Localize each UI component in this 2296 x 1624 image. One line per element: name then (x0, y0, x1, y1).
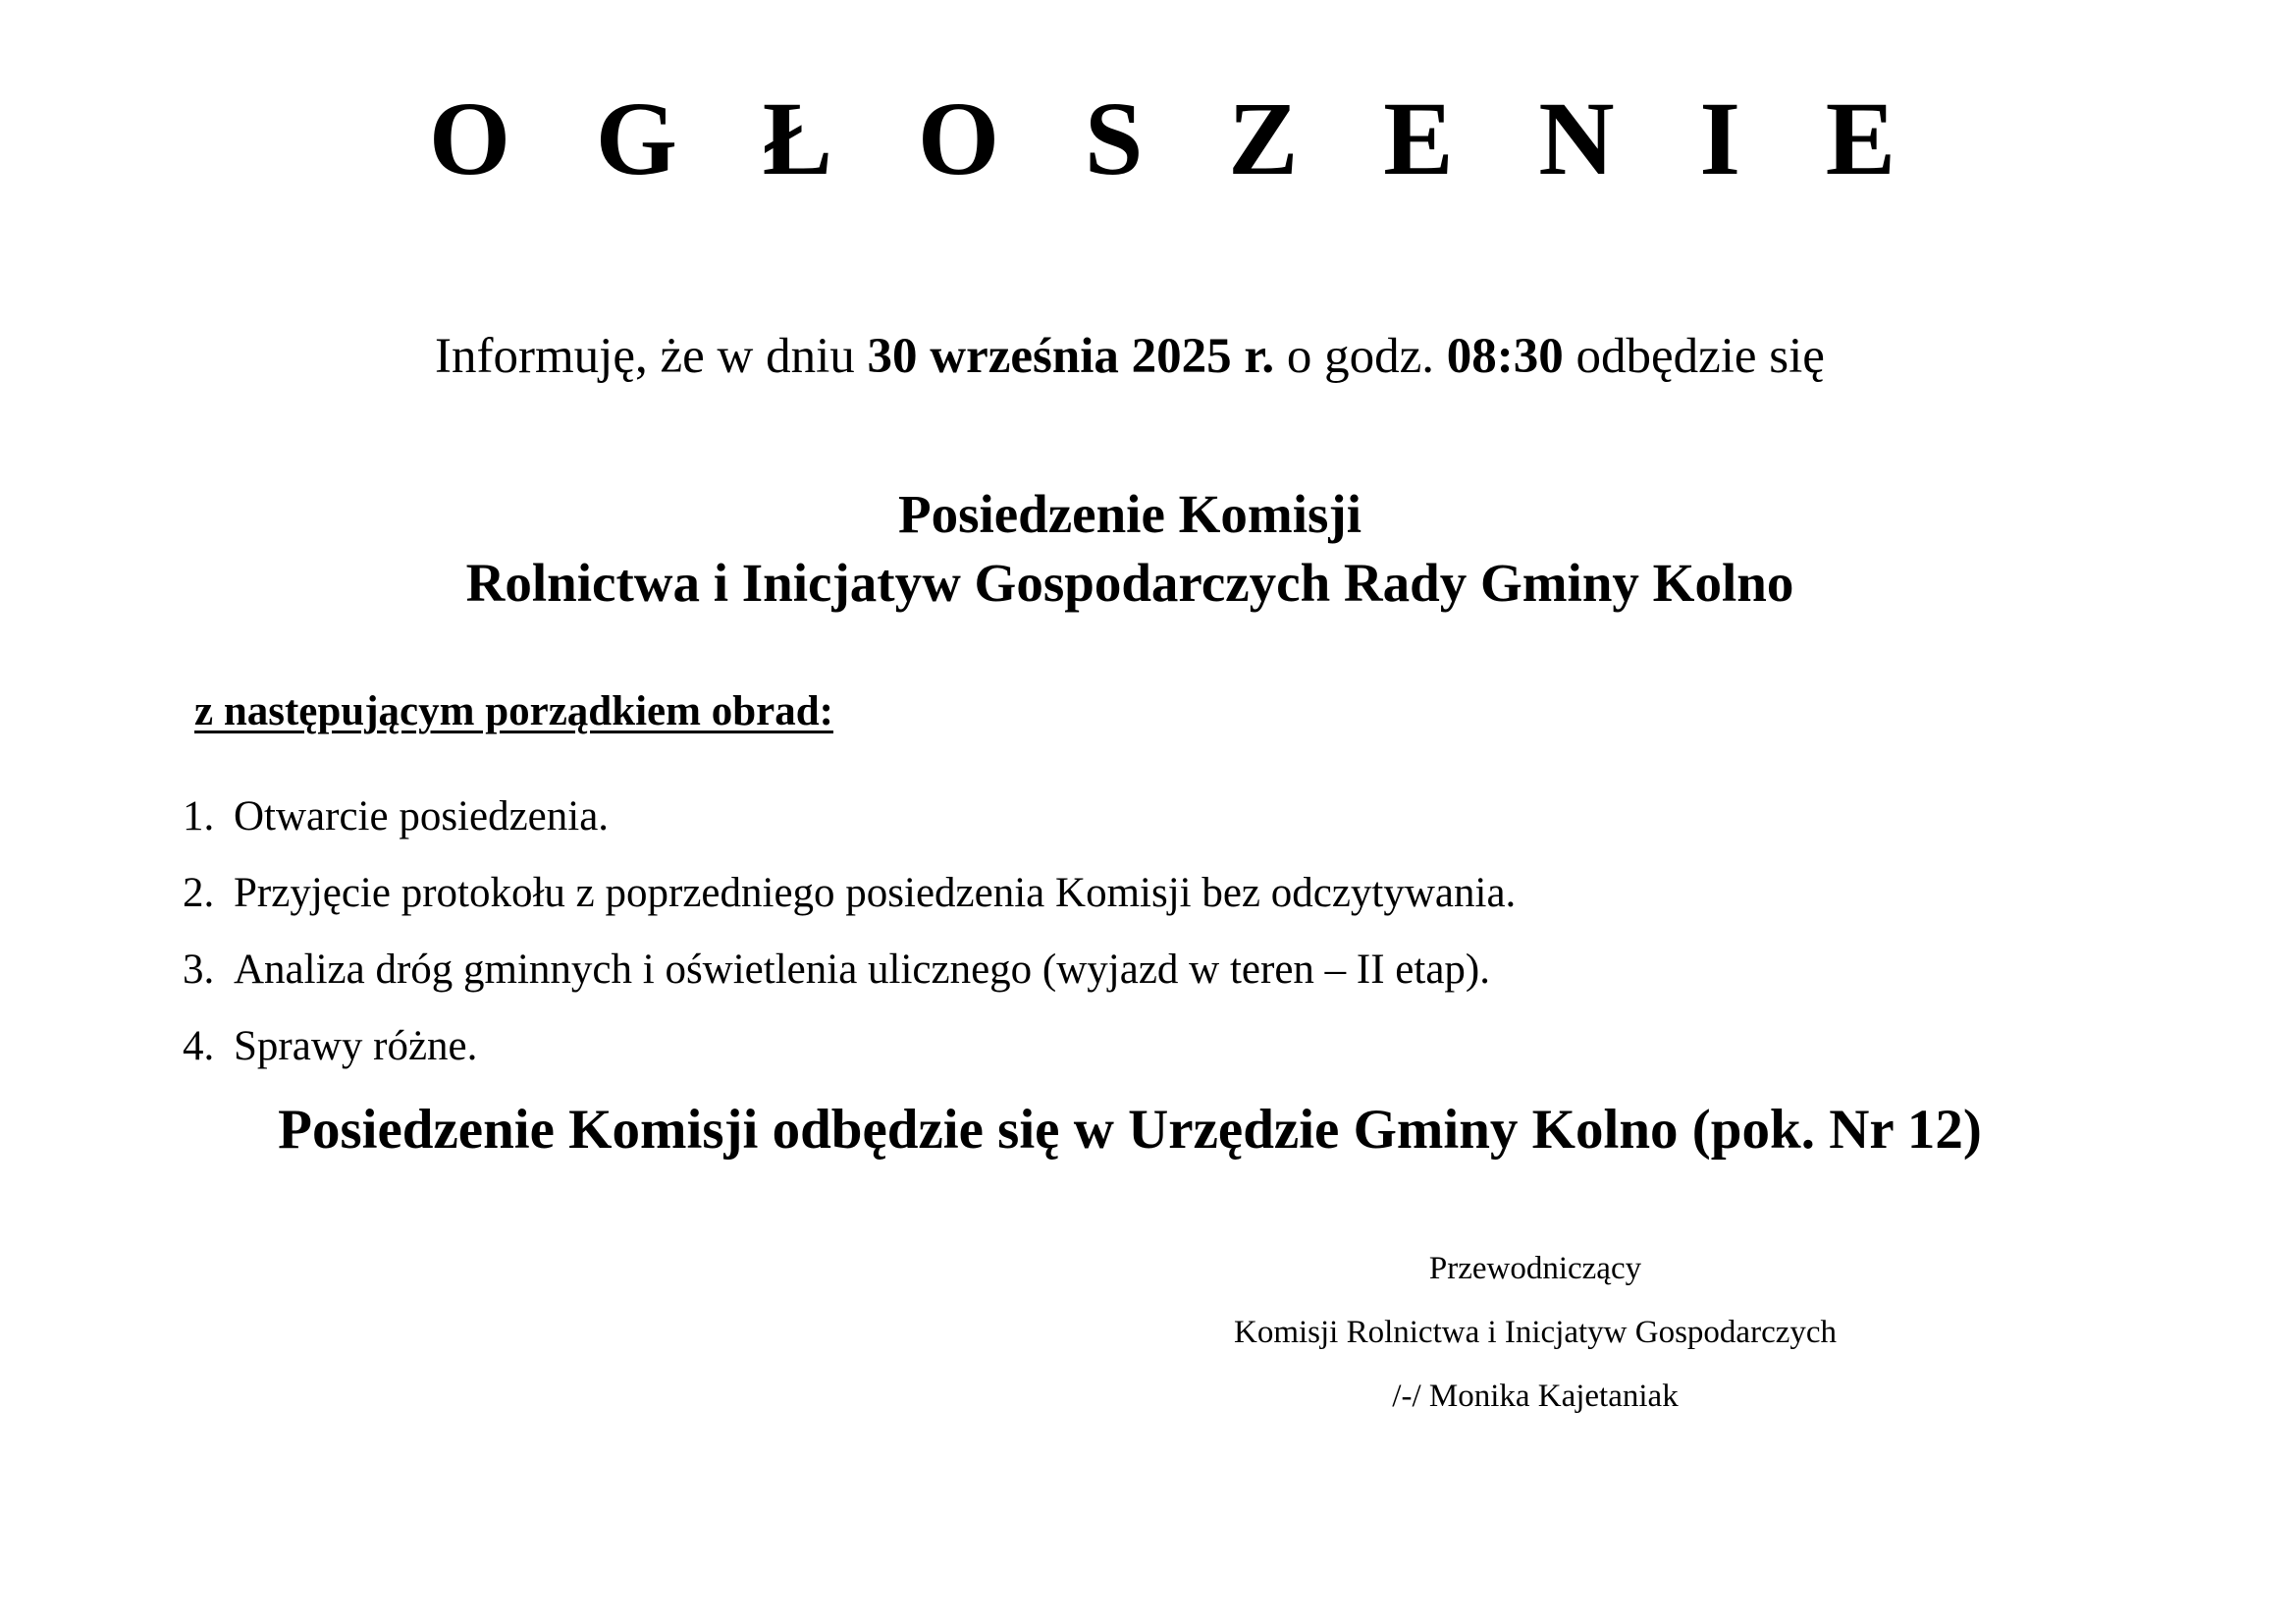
signature-committee: Komisji Rolnictwa i Inicjatyw Gospodarczych (1233, 1315, 1838, 1350)
intro-text-middle: o godz. (1274, 329, 1447, 384)
agenda-item-number: 1. (183, 793, 215, 839)
agenda-item (183, 868, 1516, 945)
agenda-item-text: Otwarcie posiedzenia. (234, 793, 610, 839)
signature-name: /-/ Monika Kajetaniak (1392, 1379, 1679, 1414)
meeting-date: 30 września 2025 r. (867, 329, 1275, 384)
meeting-heading-line1: Posiedzenie Komisji (897, 484, 1362, 544)
meeting-heading-line2: Rolnictwa i Inicjatyw Gospodarczych Rady Gminy Kolno (465, 553, 1794, 613)
agenda-item-text: Sprawy różne. (234, 1023, 478, 1069)
agenda-heading: z następującym porządkiem obrad: (194, 688, 833, 734)
intro-text-start: Informuję, że w dniu (435, 329, 868, 384)
agenda-item (183, 945, 1516, 1021)
agenda-item (183, 791, 1516, 868)
signature-role: Przewodniczący (1428, 1251, 1642, 1286)
meeting-time: 08:30 (1446, 329, 1564, 384)
page-title: O G Ł O S Z E N I E (428, 81, 1926, 197)
agenda-item-text: Analiza dróg gminnych i oświetlenia ulicznego (wyjazd w teren – II etap). (234, 947, 1490, 993)
intro-paragraph (0, 327, 2260, 386)
agenda-item-number: 4. (183, 1023, 215, 1069)
agenda-item-number: 2. (183, 870, 215, 916)
agenda-item (183, 1021, 1516, 1098)
agenda-item-number: 3. (183, 947, 215, 993)
agenda-item-text: Przyjęcie protokołu z poprzedniego posiedzenia Komisji bez odczytywania. (234, 870, 1517, 916)
meeting-location: Posiedzenie Komisji odbędzie się w Urzędzie Gminy Kolno (pok. Nr 12) (278, 1099, 1982, 1161)
intro-text-end: odbędzie się (1563, 329, 1825, 384)
agenda-list (183, 791, 1516, 1098)
